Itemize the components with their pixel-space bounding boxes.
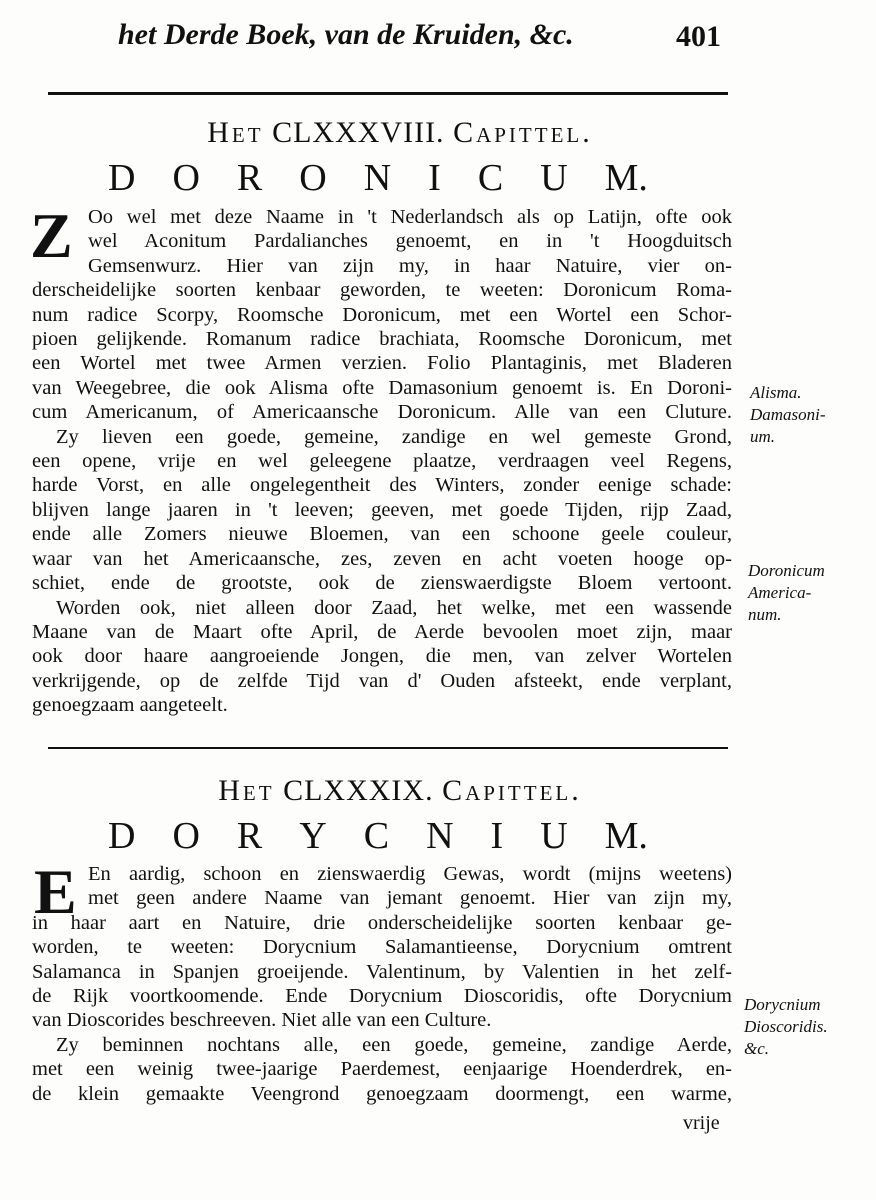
text-line: in haar aart en Natuire, drie onderscheidelijke soorten kenbaar ge- [32, 911, 732, 934]
chapter-body [30, 200, 732, 718]
text-line: Worden ook, niet alleen door Zaad, het welke, met een wassende [56, 596, 732, 619]
title-letter: N [363, 157, 392, 199]
marginal-note [750, 382, 826, 448]
chapter-heading-number: CLXXXIX. [283, 774, 434, 807]
text-line: Maane van de Maart ofte April, de Aerde bevoolen moet zijn, maar [32, 620, 732, 643]
text-line: En aardig, schoon en zienswaerdig Gewas, wordt (mijns weetens) [88, 863, 732, 885]
catchword: vrije [683, 1112, 720, 1134]
title-letter: C [477, 157, 504, 199]
text-line: verkrijgende, op de zelfde Tijd van d' Ouden afsteekt, ende verplant, [32, 669, 732, 692]
text-line: met geen andere Naame van jemant genoemt. Hier van zijn my, [88, 887, 732, 910]
marginal-note-line: America- [748, 583, 812, 602]
marginal-note-line: Alisma. [750, 383, 802, 402]
page-number: 401 [676, 20, 721, 53]
title-letter: M. [604, 815, 648, 857]
marginal-note-line: Dorycnium [744, 995, 821, 1014]
title-letter: D [108, 157, 136, 199]
text-line: Zy beminnen nochtans alle, een goede, gemeine, zandige Aerde, [56, 1033, 732, 1056]
chapter-heading-number: CLXXXVIII. [272, 116, 445, 149]
title-letter: O [172, 815, 200, 857]
text-line: Oo wel met deze Naame in 't Nederlandsch als op Latijn, ofte ook [88, 206, 732, 228]
title-letter: C [363, 815, 390, 857]
chapter-heading-word: Capittel. [442, 774, 582, 807]
text-line: ende alle Zomers nieuwe Bloemen, van een schoone geele couleur, [32, 523, 732, 546]
chapter-heading [0, 774, 800, 808]
chapter-heading [0, 116, 800, 150]
marginal-note-line: num. [748, 605, 782, 624]
header-rule [48, 92, 728, 95]
text-line: Zy lieven een goede, gemeine, zandige en wel gemeste Grond, [56, 425, 732, 448]
chapter-heading-word: Capittel. [453, 116, 593, 149]
text-line: Salamanca in Spanjen groeijende. Valentinum, by Valentien in het zelf- [32, 960, 732, 983]
drop-cap: Z [30, 200, 73, 271]
title-letter: U [540, 815, 568, 857]
text-line: pioen gelijkende. Romanum radice brachiata, Roomsche Doronicum, met [32, 328, 732, 351]
text-line: ook door haare aangroeiende Jongen, die men, van zelver Wortelen [32, 645, 732, 668]
marginal-note-line: Doronicum [748, 561, 825, 580]
marginal-note [748, 560, 825, 626]
section-rule [48, 747, 728, 749]
title-letter: U [540, 157, 568, 199]
title-letter: R [236, 815, 263, 857]
chapter-title [108, 814, 648, 858]
text-line: cum Americanum, of Americaansche Doronicum. Alle van een Cluture. [32, 401, 732, 424]
title-letter: O [172, 157, 200, 199]
text-line: van Dioscorides beschreeven. Niet alle van een Culture. [32, 1009, 492, 1032]
text-line: een opene, vrije en wel geleegene plaatze, verdraagen veel Regens, [32, 450, 732, 473]
title-letter: I [428, 157, 441, 199]
marginal-note-line: Damasoni- [750, 405, 826, 424]
text-line: harde Vorst, en alle ongelegentheit des Winters, zonder eenige schade: [32, 474, 732, 497]
marginal-note-line: Dioscoridis. [744, 1017, 828, 1036]
title-letter: Y [299, 815, 327, 857]
text-line: de Rijk voortkoomende. Ende Dorycnium Dioscoridis, ofte Dorycnium [32, 985, 732, 1008]
title-letter: I [490, 815, 504, 857]
chapter-heading-prefix: Het [218, 774, 275, 807]
marginal-note [744, 994, 828, 1060]
drop-cap: E [34, 856, 77, 927]
text-line: van Weegebree, die ook Alisma ofte Damasonium genoemt is. En Doroni- [32, 376, 732, 399]
text-line: genoegzaam aangeteelt. [32, 694, 228, 717]
chapter-heading-prefix: Het [207, 116, 264, 149]
text-line: blijven lange jaaren in 't leeven; geeven, met goede Tijden, rijp Zaad, [32, 498, 732, 521]
text-line: worden, te weeten: Dorycnium Salamantieense, Dorycnium omtrent [32, 936, 732, 959]
title-letter: O [299, 157, 327, 199]
text-line: een Wortel met twee Armen verzien. Folio Plantaginis, met Bladeren [32, 352, 732, 375]
text-line: num radice Scorpy, Roomsche Doronicum, met een Wortel een Schor- [32, 303, 732, 326]
marginal-note-line: um. [750, 427, 776, 446]
chapter-body [32, 856, 732, 1106]
text-line: met een weinig twee-jaarige Paerdemest, eenjaarige Hoenderdrek, en- [32, 1058, 732, 1081]
text-line: de klein gemaakte Veengrond genoegzaam doormengt, een warme, [32, 1082, 732, 1105]
text-line: derscheidelijke soorten kenbaar geworden, te weeten: Doronicum Roma- [32, 279, 732, 302]
chapter-title [108, 156, 648, 200]
text-line: wel Aconitum Pardalianches genoemt, en in 't Hoogduitsch [88, 230, 732, 253]
title-letter: D [108, 815, 136, 857]
running-head: het Derde Boek, van de Kruiden, &c. [118, 18, 574, 51]
text-line: schiet, ende de grootste, ook de zienswaerdigste Bloem vertoont. [32, 572, 732, 595]
title-letter: N [426, 815, 454, 857]
text-line: waar van het Americaansche, zes, zeven en acht voeten hooge op- [32, 547, 732, 570]
text-line: Gemsenwurz. Hier van zijn my, in haar Natuire, vier on- [88, 254, 732, 277]
title-letter: R [236, 157, 263, 199]
title-letter: M. [604, 157, 648, 199]
marginal-note-line: &c. [744, 1039, 770, 1058]
